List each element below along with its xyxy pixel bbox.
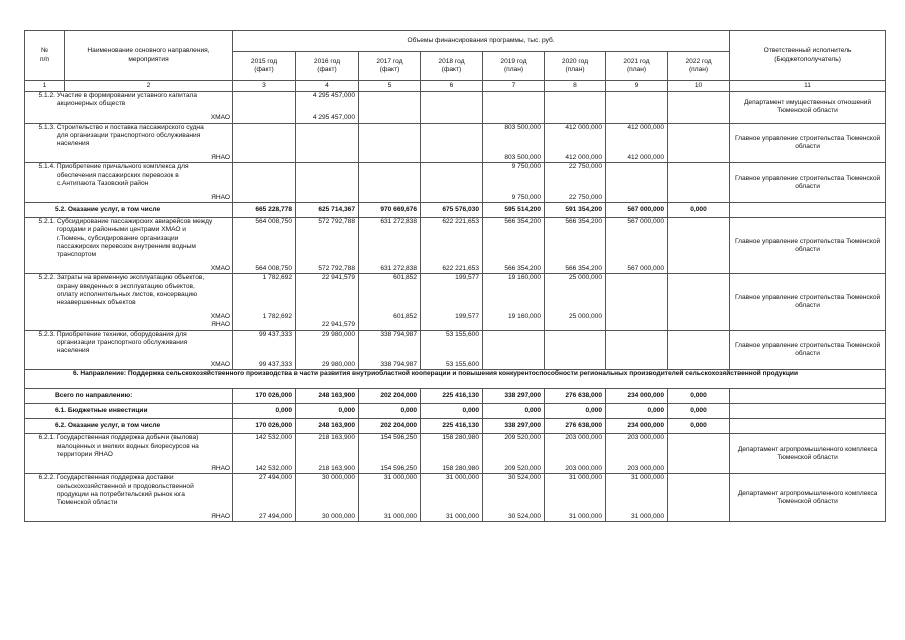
amount-cell: 199,577 (421, 313, 483, 321)
header-volumes: Объемы финансирования программы, тыс. руб. (233, 31, 730, 52)
amount-cell: 622 221,653 (421, 218, 483, 266)
measure-name-cell (25, 434, 233, 465)
measure-name-cell (25, 163, 233, 194)
total-amount: 225 416,130 (421, 419, 483, 434)
financing-table-sheet (24, 30, 885, 522)
amount-cell: 338 794,987 (359, 330, 421, 361)
executor-cell-empty (730, 419, 886, 434)
header-year-type: (план) (626, 66, 647, 73)
total-label: 6.1. Бюджетные инвестиции (25, 404, 233, 419)
amount-cell: 31 000,000 (606, 513, 668, 522)
amount-cell (668, 330, 730, 361)
amount-cell (296, 163, 359, 194)
header-name: Наименование основного направления, мероприятия (65, 31, 233, 81)
executor-cell-empty (730, 203, 886, 218)
amount-cell (668, 218, 730, 266)
measure-row (25, 163, 886, 194)
amount-cell: 29 980,000 (296, 361, 359, 370)
amount-cell (668, 194, 730, 203)
measure-row (25, 123, 886, 154)
total-row (25, 419, 886, 434)
total-amount: 202 204,000 (359, 419, 421, 434)
amount-cell (668, 265, 730, 274)
amount-cell: 338 794,987 (359, 361, 421, 370)
total-amount: 338 297,000 (483, 389, 545, 404)
amount-cell: 218 163,900 (296, 434, 359, 465)
amount-cell: 22 941,579 (296, 274, 359, 313)
executor-cell: Главное управление строительства Тюменской области (730, 274, 886, 330)
amount-cell: 218 163,900 (296, 465, 359, 474)
amount-cell (296, 123, 359, 154)
column-number: 9 (606, 81, 668, 92)
amount-cell: 99 437,333 (233, 330, 296, 361)
amount-cell (606, 114, 668, 123)
amount-cell (359, 114, 421, 123)
amount-cell (668, 123, 730, 154)
amount-cell (483, 321, 545, 330)
amount-cell (606, 361, 668, 370)
header-year-type: (план) (565, 66, 585, 73)
amount-cell: 567 000,000 (606, 265, 668, 274)
amount-cell (606, 194, 668, 203)
amount-cell (359, 154, 421, 163)
amount-cell: 29 980,000 (296, 330, 359, 361)
amount-cell: 601,852 (359, 274, 421, 313)
section-title: 6. Направление: Поддержка сельскохозяйственного производства в части развития внутриобластной кооперации и повышения конкурентоспособности региональных производителей сельскохозяйственной продукции (25, 370, 886, 389)
measure-row (25, 474, 886, 513)
measure-code: 6.2.2. (38, 474, 55, 482)
header-year (359, 52, 421, 81)
total-amount: 248 163,900 (296, 389, 359, 404)
amount-cell (233, 194, 296, 203)
total-amount: 675 576,030 (421, 203, 483, 218)
amount-cell (668, 274, 730, 313)
measure-code: 5.1.3. (38, 123, 55, 131)
amount-cell (668, 114, 730, 123)
amount-cell: 22 941,579 (296, 321, 359, 330)
measure-name-cell (25, 274, 233, 313)
amount-cell (545, 92, 606, 115)
source-label: ХМАО (25, 313, 233, 321)
amount-cell: 631 272,838 (359, 218, 421, 266)
measure-title: Субсидирование пассажирских авиарейсов между городами и районными центрами ХМАО и г.Тюмень, субсидирование организации пассажирских перевозок внутренним водным транспортом (56, 218, 213, 259)
executor-cell: Департамент агропромышленного комплекса Тюменской области (730, 474, 886, 522)
header-year-type: (факт) (379, 66, 400, 73)
amount-cell: 4 295 457,000 (296, 114, 359, 123)
total-amount: 234 000,000 (606, 389, 668, 404)
amount-cell (483, 330, 545, 361)
measure-title: Государственная поддержка добычи (вылова) малоценных и мелких водных биоресурсов на территории ЯНАО (56, 434, 199, 458)
amount-cell (668, 163, 730, 194)
column-number: 3 (233, 81, 296, 92)
measure-title: Приобретение техники, оборудования для организации транспортного обслуживания населения (56, 330, 188, 355)
header-year-type: (факт) (254, 66, 274, 73)
column-number: 4 (296, 81, 359, 92)
amount-cell (421, 114, 483, 123)
amount-cell: 203 000,000 (545, 465, 606, 474)
total-amount: 225 416,130 (421, 389, 483, 404)
amount-cell (359, 92, 421, 115)
executor-cell-empty (730, 389, 886, 404)
source-label: ХМАО (25, 265, 233, 274)
header-year (668, 52, 730, 81)
header-year-type: (план) (688, 66, 709, 73)
amount-cell (233, 321, 296, 330)
source-label: ЯНАО (25, 513, 233, 522)
amount-cell (668, 92, 730, 115)
amount-cell: 1 782,692 (233, 313, 296, 321)
total-amount: 0,000 (545, 404, 606, 419)
amount-cell: 53 155,600 (421, 361, 483, 370)
amount-cell (296, 194, 359, 203)
amount-cell: 4 295 457,000 (296, 92, 359, 115)
amount-cell (606, 163, 668, 194)
header-executor: Ответственный исполнитель (Бюджетополучатель) (730, 31, 886, 81)
amount-cell: 154 596,250 (359, 465, 421, 474)
header-year (606, 52, 668, 81)
amount-cell: 803 500,000 (483, 123, 545, 154)
total-amount: 970 669,676 (359, 203, 421, 218)
amount-cell (668, 361, 730, 370)
measure-row (25, 274, 886, 313)
amount-cell: 22 750,000 (545, 163, 606, 194)
amount-cell (668, 321, 730, 330)
amount-cell (233, 163, 296, 194)
measure-row (25, 434, 886, 465)
amount-cell (606, 274, 668, 313)
amount-cell: 53 155,600 (421, 330, 483, 361)
amount-cell (606, 313, 668, 321)
amount-cell: 19 160,000 (483, 313, 545, 321)
amount-cell: 209 520,000 (483, 434, 545, 465)
column-number: 7 (483, 81, 545, 92)
header-year-type: (факт) (317, 66, 337, 73)
amount-cell: 158 280,980 (421, 465, 483, 474)
total-amount: 0,000 (359, 404, 421, 419)
amount-cell: 412 000,000 (606, 154, 668, 163)
amount-cell: 25 000,000 (545, 274, 606, 313)
total-amount: 276 638,000 (545, 389, 606, 404)
header-year (233, 52, 296, 81)
amount-cell: 154 596,250 (359, 434, 421, 465)
column-number: 11 (730, 81, 886, 92)
header-year-type: (план) (503, 66, 524, 73)
total-amount: 0,000 (233, 404, 296, 419)
amount-cell: 31 000,000 (421, 513, 483, 522)
amount-cell: 31 000,000 (421, 474, 483, 513)
executor-cell: Департамент агропромышленного комплекса Тюменской области (730, 434, 886, 474)
source-label: ЯНАО (25, 321, 233, 330)
column-number: 5 (359, 81, 421, 92)
total-amount: 0,000 (668, 203, 730, 218)
amount-cell: 412 000,000 (545, 154, 606, 163)
amount-cell (359, 321, 421, 330)
amount-cell: 31 000,000 (545, 474, 606, 513)
amount-cell: 158 280,980 (421, 434, 483, 465)
total-amount: 338 297,000 (483, 419, 545, 434)
amount-cell (545, 330, 606, 361)
amount-cell (359, 163, 421, 194)
header-year-label: 2015 год (250, 57, 278, 65)
total-amount: 595 514,200 (483, 203, 545, 218)
column-number: 8 (545, 81, 606, 92)
total-amount: 248 163,900 (296, 419, 359, 434)
amount-cell: 31 000,000 (606, 474, 668, 513)
amount-cell: 203 000,000 (545, 434, 606, 465)
amount-cell: 9 750,000 (483, 194, 545, 203)
amount-cell: 27 494,000 (233, 474, 296, 513)
amount-cell: 9 750,000 (483, 163, 545, 194)
amount-cell (359, 123, 421, 154)
measure-title: Приобретение причального комплекса для обеспечения пассажирских перевозок в с.Антипаюта Тазовский район (56, 163, 189, 187)
amount-cell (421, 321, 483, 330)
column-number: 1 (25, 81, 65, 92)
amount-cell: 209 520,000 (483, 465, 545, 474)
measure-name-cell (25, 92, 233, 115)
amount-cell: 31 000,000 (359, 513, 421, 522)
header-year-label: 2016 год (313, 57, 341, 65)
executor-cell: Главное управление строительства Тюменской области (730, 123, 886, 163)
measure-name-cell (25, 330, 233, 361)
amount-cell (606, 330, 668, 361)
section-row (25, 370, 886, 389)
amount-cell: 566 354,200 (483, 218, 545, 266)
measure-code: 5.2.3. (38, 330, 55, 338)
amount-cell: 567 000,000 (606, 218, 668, 266)
amount-cell (483, 114, 545, 123)
amount-cell (668, 313, 730, 321)
header-year-label: 2021 год (623, 57, 650, 65)
total-amount: 591 354,200 (545, 203, 606, 218)
amount-cell (668, 154, 730, 163)
header-year-label: 2017 год (376, 57, 403, 65)
header-year-label: 2019 год (500, 57, 527, 65)
measure-title: Участие в формировании уставного капитала акционерных обществ (56, 92, 197, 108)
header-year-label: 2020 год (561, 57, 589, 65)
amount-cell: 631 272,838 (359, 265, 421, 274)
total-amount: 234 000,000 (606, 419, 668, 434)
amount-cell: 803 500,000 (483, 154, 545, 163)
amount-cell: 31 000,000 (545, 513, 606, 522)
amount-cell (296, 154, 359, 163)
header-year-type: (факт) (441, 66, 462, 73)
amount-cell: 566 354,200 (483, 265, 545, 274)
header-year (421, 52, 483, 81)
amount-cell: 30 000,000 (296, 474, 359, 513)
measure-code: 5.1.4. (38, 163, 55, 171)
total-label: Всего по направлению: (25, 389, 233, 404)
amount-cell (668, 434, 730, 465)
amount-cell (483, 92, 545, 115)
amount-cell: 564 008,750 (233, 218, 296, 266)
total-amount: 0,000 (296, 404, 359, 419)
measure-name-cell (25, 474, 233, 513)
executor-cell: Главное управление строительства Тюменской области (730, 330, 886, 370)
source-label: ЯНАО (25, 194, 233, 203)
amount-cell: 142 532,000 (233, 465, 296, 474)
financing-table (24, 30, 886, 522)
header-year-label: 2018 год (438, 57, 465, 65)
header-number: № п/п (25, 31, 65, 81)
amount-cell: 601,852 (359, 313, 421, 321)
total-amount: 0,000 (668, 389, 730, 404)
measure-code: 6.2.1. (38, 434, 55, 442)
measure-row (25, 330, 886, 361)
header-year (545, 52, 606, 81)
executor-cell-empty (730, 404, 886, 419)
total-amount: 625 714,367 (296, 203, 359, 218)
amount-cell: 30 524,000 (483, 513, 545, 522)
total-amount: 567 000,000 (606, 203, 668, 218)
amount-cell: 22 750,000 (545, 194, 606, 203)
amount-cell: 142 532,000 (233, 434, 296, 465)
amount-cell (233, 154, 296, 163)
measure-row (25, 218, 886, 266)
amount-cell (421, 194, 483, 203)
total-amount: 0,000 (421, 404, 483, 419)
amount-cell: 566 354,200 (545, 218, 606, 266)
amount-cell (668, 465, 730, 474)
total-amount: 0,000 (668, 419, 730, 434)
column-number: 10 (668, 81, 730, 92)
total-amount: 276 638,000 (545, 419, 606, 434)
total-label: 6.2. Оказание услуг, в том числе (25, 419, 233, 434)
amount-cell (233, 123, 296, 154)
measure-code: 5.1.2. (38, 92, 55, 99)
amount-cell: 27 494,000 (233, 513, 296, 522)
executor-cell: Главное управление строительства Тюменской области (730, 163, 886, 203)
measure-code: 5.2.2. (38, 274, 55, 282)
measure-title: Строительство и поставка пассажирского судна для организации транспортного обслуживания населения (56, 123, 204, 148)
measure-name-cell (25, 123, 233, 154)
amount-cell (545, 114, 606, 123)
header-year (483, 52, 545, 81)
column-number: 2 (65, 81, 233, 92)
amount-cell (296, 313, 359, 321)
source-label: ЯНАО (25, 465, 233, 474)
total-row (25, 203, 886, 218)
amount-cell: 19 160,000 (483, 274, 545, 313)
amount-cell: 572 792,788 (296, 218, 359, 266)
amount-cell (233, 114, 296, 123)
amount-cell (421, 163, 483, 194)
amount-cell: 622 221,653 (421, 265, 483, 274)
total-row (25, 404, 886, 419)
total-amount: 170 026,000 (233, 389, 296, 404)
amount-cell (421, 154, 483, 163)
total-amount: 0,000 (668, 404, 730, 419)
total-amount: 0,000 (483, 404, 545, 419)
amount-cell: 412 000,000 (606, 123, 668, 154)
amount-cell (668, 513, 730, 522)
measure-title: Государственная поддержка доставки сельскохозяйственной и продовольственной продукции на потребительский рынок юга Тюменской области (56, 474, 194, 506)
measure-code: 5.2.1. (38, 218, 55, 226)
measure-name-cell (25, 218, 233, 266)
amount-cell (545, 321, 606, 330)
amount-cell: 564 008,750 (233, 265, 296, 274)
amount-cell: 203 000,000 (606, 434, 668, 465)
amount-cell: 412 000,000 (545, 123, 606, 154)
amount-cell (483, 361, 545, 370)
source-label: ХМАО (25, 361, 233, 370)
executor-cell: Главное управление строительства Тюменской области (730, 218, 886, 274)
amount-cell (668, 474, 730, 513)
total-amount: 0,000 (606, 404, 668, 419)
total-label: 5.2. Оказание услуг, в том числе (25, 203, 233, 218)
amount-cell (421, 123, 483, 154)
amount-cell (606, 92, 668, 115)
amount-cell: 99 437,333 (233, 361, 296, 370)
amount-cell (606, 321, 668, 330)
column-number: 6 (421, 81, 483, 92)
executor-cell: Департамент имущественных отношений Тюменской области (730, 92, 886, 124)
amount-cell: 1 782,692 (233, 274, 296, 313)
total-amount: 170 026,000 (233, 419, 296, 434)
header-year-label: 2022 год (685, 57, 712, 65)
amount-cell: 25 000,000 (545, 313, 606, 321)
amount-cell: 31 000,000 (359, 474, 421, 513)
total-row (25, 389, 886, 404)
amount-cell: 203 000,000 (606, 465, 668, 474)
amount-cell: 572 792,788 (296, 265, 359, 274)
measure-title: Затраты на временную эксплуатацию объектов, охрану введенных в эксплуатацию объектов, оплату исполнительных листов, консервацию незавершенных объектов (56, 274, 205, 307)
amount-cell: 566 354,200 (545, 265, 606, 274)
header-year (296, 52, 359, 81)
total-amount: 665 228,778 (233, 203, 296, 218)
amount-cell: 199,577 (421, 274, 483, 313)
amount-cell (545, 361, 606, 370)
amount-cell (421, 92, 483, 115)
measure-row (25, 92, 886, 115)
source-label: ЯНАО (25, 154, 233, 163)
amount-cell: 30 000,000 (296, 513, 359, 522)
source-label: ХМАО (25, 114, 233, 123)
total-amount: 202 204,000 (359, 389, 421, 404)
amount-cell (359, 194, 421, 203)
amount-cell (233, 92, 296, 115)
amount-cell: 30 524,000 (483, 474, 545, 513)
